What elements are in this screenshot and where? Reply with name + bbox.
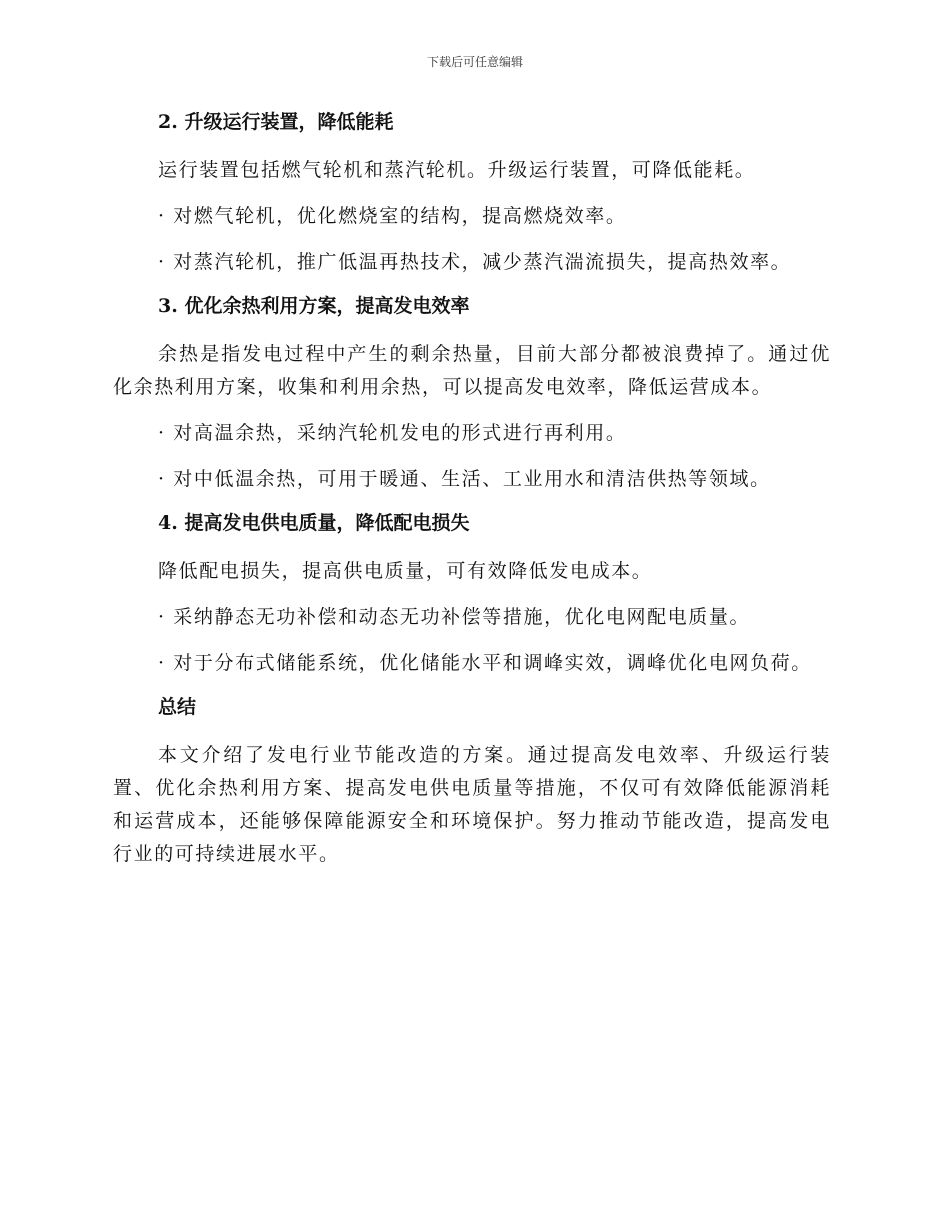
summary-heading: 总结 <box>158 696 197 718</box>
section-heading-4: 4. 提高发电供电质量，降低配电损失 <box>158 512 470 534</box>
summary-paragraph: 本文介绍了发电行业节能改造的方案。通过提高发电效率、升级运行装置、优化余热利用方案、提高发电供电质量等措施，不仅可有效降低能源消耗和运营成本，还能够保障能源安全和环境保护。努力推动节能改造，提高发电行业的可持续进展水平。 <box>113 744 831 865</box>
bullet-item: · 对燃气轮机，优化燃烧室的结构，提高燃烧效率。 <box>158 205 627 227</box>
bullet-item: · 对中低温余热，可用于暖通、生活、工业用水和清洁供热等领域。 <box>158 468 771 490</box>
bullet-item: · 采纳静态无功补偿和动态无功补偿等措施，优化电网配电质量。 <box>158 606 751 628</box>
document-body <box>113 108 831 884</box>
paragraph: 余热是指发电过程中产生的剩余热量，目前大部分都被浪费掉了。通过优化余热利用方案，收集和利用余热，可以提高发电效率，降低运营成本。 <box>113 343 831 398</box>
paragraph: 降低配电损失，提高供电质量，可有效降低发电成本。 <box>158 560 653 582</box>
page-header-note: 下载后可任意编辑 <box>426 55 523 69</box>
paragraph: 运行装置包括燃气轮机和蒸汽轮机。升级运行装置，可降低能耗。 <box>158 159 756 181</box>
section-heading-2: 2. 升级运行装置，降低能耗 <box>158 111 394 133</box>
section-heading-3: 3. 优化余热利用方案，提高发电效率 <box>158 295 470 317</box>
bullet-item: · 对高温余热，采纳汽轮机发电的形式进行再利用。 <box>158 422 627 444</box>
bullet-item: · 对于分布式储能系统，优化储能水平和调峰实效，调峰优化电网负荷。 <box>158 652 812 674</box>
bullet-item: · 对蒸汽轮机，推广低温再热技术，减少蒸汽湍流损失，提高热效率。 <box>158 251 792 273</box>
